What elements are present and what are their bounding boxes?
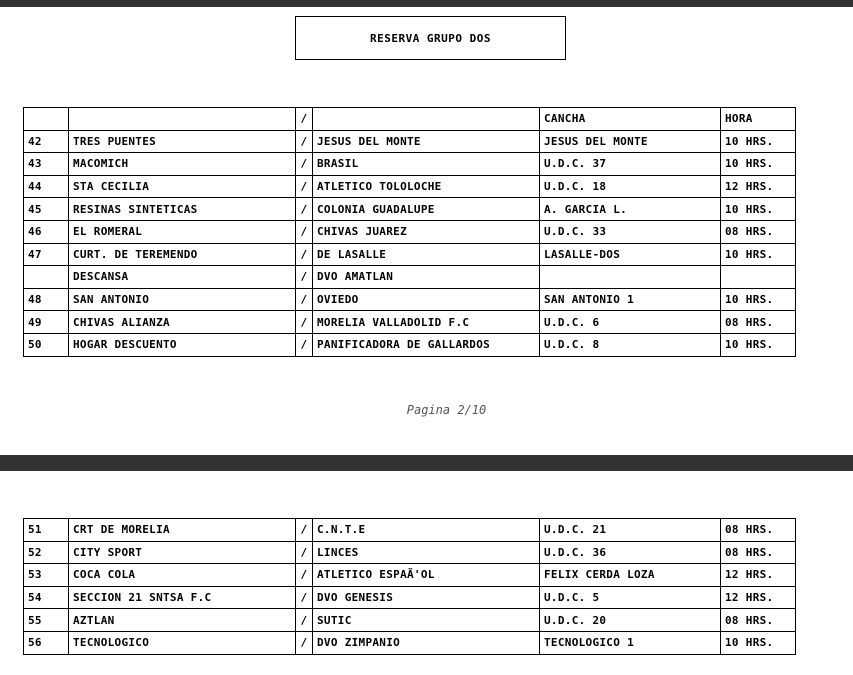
home-team-cell: RESINAS SINTETICAS — [69, 198, 296, 221]
header-cancha-cell: CANCHA — [540, 108, 721, 131]
table-row — [24, 243, 796, 266]
away-team-cell: OVIEDO — [313, 288, 540, 311]
separator-cell: / — [296, 243, 313, 266]
cancha-cell: SAN ANTONIO 1 — [540, 288, 721, 311]
hora-cell: 08 HRS. — [721, 609, 796, 632]
match-number-cell: 47 — [24, 243, 69, 266]
separator-cell: / — [296, 631, 313, 654]
cancha-cell: A. GARCIA L. — [540, 198, 721, 221]
separator-cell: / — [296, 586, 313, 609]
table-row — [24, 153, 796, 176]
cancha-cell: U.D.C. 18 — [540, 175, 721, 198]
home-team-cell: STA CECILIA — [69, 175, 296, 198]
cancha-cell: U.D.C. 20 — [540, 609, 721, 632]
away-team-cell: LINCES — [313, 541, 540, 564]
away-team-cell: DVO AMATLAN — [313, 266, 540, 289]
away-team-cell: PANIFICADORA DE GALLARDOS — [313, 333, 540, 356]
cancha-cell: U.D.C. 37 — [540, 153, 721, 176]
home-team-cell: CITY SPORT — [69, 541, 296, 564]
hora-cell — [721, 266, 796, 289]
table-row — [24, 541, 796, 564]
home-team-cell: TRES PUENTES — [69, 130, 296, 153]
home-team-cell: TECNOLOGICO — [69, 631, 296, 654]
table-row — [24, 519, 796, 542]
cancha-cell: U.D.C. 6 — [540, 311, 721, 334]
separator-cell: / — [296, 220, 313, 243]
separator-cell: / — [296, 198, 313, 221]
match-number-cell — [24, 266, 69, 289]
table-row — [24, 586, 796, 609]
table-row — [24, 198, 796, 221]
match-number-cell: 42 — [24, 130, 69, 153]
table-row — [24, 220, 796, 243]
home-team-cell: SAN ANTONIO — [69, 288, 296, 311]
match-number-cell: 51 — [24, 519, 69, 542]
away-team-cell: MORELIA VALLADOLID F.C — [313, 311, 540, 334]
away-team-cell: DVO ZIMPANIO — [313, 631, 540, 654]
home-team-cell: MACOMICH — [69, 153, 296, 176]
home-team-cell: CRT DE MORELIA — [69, 519, 296, 542]
separator-cell: / — [296, 288, 313, 311]
home-team-cell: HOGAR DESCUENTO — [69, 333, 296, 356]
match-number-cell: 49 — [24, 311, 69, 334]
match-number-cell: 53 — [24, 564, 69, 587]
hora-cell: 10 HRS. — [721, 130, 796, 153]
page-divider-bar — [0, 455, 853, 471]
match-number-cell: 54 — [24, 586, 69, 609]
separator-cell: / — [296, 609, 313, 632]
header-home-cell — [69, 108, 296, 131]
match-number-cell: 50 — [24, 333, 69, 356]
away-team-cell: ATLETICO TOLOLOCHE — [313, 175, 540, 198]
table-row — [24, 311, 796, 334]
match-number-cell: 48 — [24, 288, 69, 311]
hora-cell: 10 HRS. — [721, 288, 796, 311]
hora-cell: 10 HRS. — [721, 243, 796, 266]
hora-cell: 10 HRS. — [721, 333, 796, 356]
hora-cell: 08 HRS. — [721, 541, 796, 564]
home-team-cell: DESCANSA — [69, 266, 296, 289]
separator-cell: / — [296, 333, 313, 356]
header-away-cell — [313, 108, 540, 131]
away-team-cell: COLONIA GUADALUPE — [313, 198, 540, 221]
hora-cell: 10 HRS. — [721, 153, 796, 176]
match-number-cell: 43 — [24, 153, 69, 176]
separator-cell: / — [296, 266, 313, 289]
table-row — [24, 130, 796, 153]
table-row — [24, 333, 796, 356]
hora-cell: 12 HRS. — [721, 175, 796, 198]
schedule-table-page-2 — [23, 518, 796, 655]
away-team-cell: ATLETICO ESPAÃ'OL — [313, 564, 540, 587]
home-team-cell: AZTLAN — [69, 609, 296, 632]
away-team-cell: SUTIC — [313, 609, 540, 632]
match-number-cell: 56 — [24, 631, 69, 654]
cancha-cell — [540, 266, 721, 289]
away-team-cell: C.N.T.E — [313, 519, 540, 542]
table-row — [24, 266, 796, 289]
table-header-row — [24, 108, 796, 131]
page-indicator: Pagina 2/10 — [406, 403, 487, 417]
document-title-text: RESERVA GRUPO DOS — [369, 31, 492, 45]
hora-cell: 08 HRS. — [721, 311, 796, 334]
cancha-cell: U.D.C. 8 — [540, 333, 721, 356]
separator-cell: / — [296, 311, 313, 334]
table-row — [24, 288, 796, 311]
table-row — [24, 175, 796, 198]
separator-cell: / — [296, 541, 313, 564]
away-team-cell: DVO GENESIS — [313, 586, 540, 609]
header-separator-cell: / — [296, 108, 313, 131]
hora-cell: 08 HRS. — [721, 519, 796, 542]
cancha-cell: U.D.C. 33 — [540, 220, 721, 243]
separator-cell: / — [296, 564, 313, 587]
cancha-cell: U.D.C. 5 — [540, 586, 721, 609]
home-team-cell: EL ROMERAL — [69, 220, 296, 243]
cancha-cell: JESUS DEL MONTE — [540, 130, 721, 153]
away-team-cell: BRASIL — [313, 153, 540, 176]
separator-cell: / — [296, 153, 313, 176]
away-team-cell: DE LASALLE — [313, 243, 540, 266]
match-number-cell: 45 — [24, 198, 69, 221]
match-number-cell: 46 — [24, 220, 69, 243]
document-title — [295, 16, 566, 60]
home-team-cell: SECCION 21 SNTSA F.C — [69, 586, 296, 609]
cancha-cell: U.D.C. 36 — [540, 541, 721, 564]
home-team-cell: COCA COLA — [69, 564, 296, 587]
table-row — [24, 631, 796, 654]
top-page-bar — [0, 0, 853, 7]
home-team-cell: CHIVAS ALIANZA — [69, 311, 296, 334]
hora-cell: 10 HRS. — [721, 631, 796, 654]
hora-cell: 08 HRS. — [721, 220, 796, 243]
hora-cell: 12 HRS. — [721, 586, 796, 609]
cancha-cell: U.D.C. 21 — [540, 519, 721, 542]
away-team-cell: JESUS DEL MONTE — [313, 130, 540, 153]
header-hora-cell: HORA — [721, 108, 796, 131]
cancha-cell: TECNOLOGICO 1 — [540, 631, 721, 654]
separator-cell: / — [296, 519, 313, 542]
table-row — [24, 564, 796, 587]
home-team-cell: CURT. DE TEREMENDO — [69, 243, 296, 266]
separator-cell: / — [296, 175, 313, 198]
header-number-cell — [24, 108, 69, 131]
cancha-cell: LASALLE-DOS — [540, 243, 721, 266]
separator-cell: / — [296, 130, 313, 153]
cancha-cell: FELIX CERDA LOZA — [540, 564, 721, 587]
hora-cell: 12 HRS. — [721, 564, 796, 587]
schedule-table-page-1 — [23, 107, 796, 357]
table-row — [24, 609, 796, 632]
match-number-cell: 44 — [24, 175, 69, 198]
away-team-cell: CHIVAS JUAREZ — [313, 220, 540, 243]
hora-cell: 10 HRS. — [721, 198, 796, 221]
match-number-cell: 55 — [24, 609, 69, 632]
match-number-cell: 52 — [24, 541, 69, 564]
